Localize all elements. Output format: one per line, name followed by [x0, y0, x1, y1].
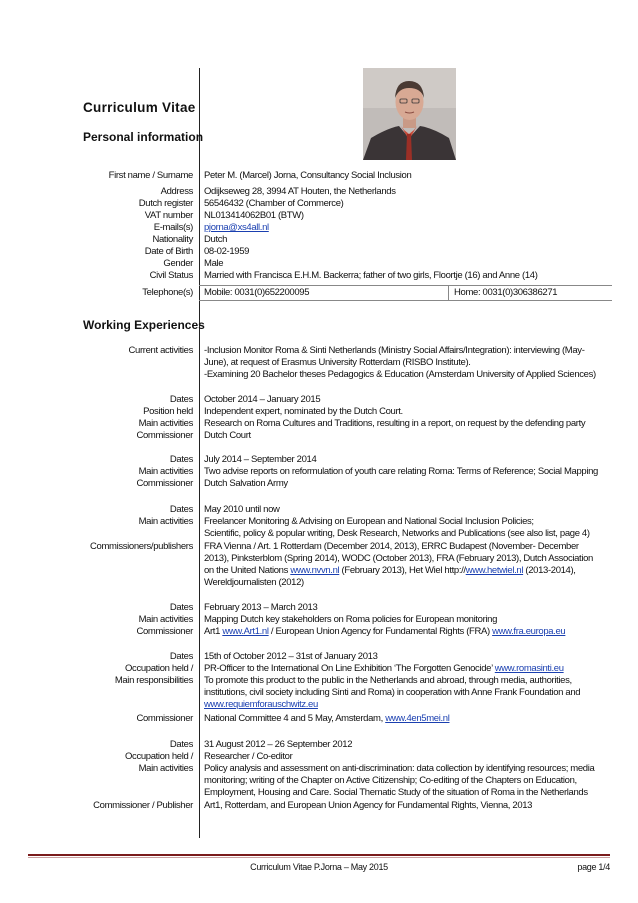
commissioners-value: Wereldjournalisten (2012)	[204, 577, 304, 588]
occupation-label: Occupation held /	[125, 663, 193, 674]
commissioners-text: (2013-2014),	[523, 565, 576, 576]
main-activities-value: Scientific, policy & popular writing, Desk Research, Networks and Publications (see also list, page 4)	[204, 528, 590, 539]
main-activities-label: Main activities	[138, 418, 193, 429]
civil-status-label: Civil Status	[149, 270, 193, 281]
email-label: E-mails(s)	[153, 222, 193, 233]
nationality-label: Nationality	[152, 234, 193, 245]
gender-label: Gender	[163, 258, 193, 269]
page-number: page 1/4	[577, 862, 610, 872]
dates-value: 31 August 2012 – 26 September 2012	[204, 739, 353, 750]
dates-label: Dates	[169, 394, 193, 405]
name-label: First name / Surname	[108, 170, 193, 181]
commissioner-label: Commissioner	[136, 626, 193, 637]
dob-label: Date of Birth	[144, 246, 193, 257]
commissioner-label: Commissioner	[136, 478, 193, 489]
commissioner-value: Dutch Salvation Army	[204, 478, 288, 489]
position-value: Independent expert, nominated by the Dutch Court.	[204, 406, 403, 417]
main-activities-label: Main activities	[138, 466, 193, 477]
portrait-image	[363, 68, 456, 160]
address-label: Address	[160, 186, 193, 197]
current-activities-line: -Inclusion Monitor Roma & Sinti Netherlands (Ministry Social Affairs/Integration): interviewing (May-	[204, 345, 585, 356]
footer-rule	[28, 854, 610, 856]
commissioners-text: on the United Nations	[204, 565, 291, 576]
nationality-value: Dutch	[204, 234, 228, 245]
responsibilities-value: institutions, civil society including Sinti and Roma) in cooperation with Anne Frank Foundation and	[204, 687, 581, 698]
requiem-link[interactable]: www.requiemforauschwitz.eu	[204, 699, 318, 710]
cv-title: Curriculum Vitae	[83, 100, 196, 115]
commissioners-text: (February 2013), Het Wiel http://	[339, 565, 466, 576]
main-activities-value: Policy analysis and assessment on anti-discrimination: data collection by identifying resources; media	[204, 763, 595, 774]
commissioner-label: Commissioner	[136, 713, 193, 724]
romasinti-link[interactable]: www.romasinti.eu	[494, 663, 564, 674]
personal-info-heading: Personal information	[83, 130, 204, 144]
current-activities-label: Current activities	[128, 345, 193, 356]
art1-link[interactable]: www.Art1.nl	[222, 626, 269, 637]
occupation-value-line	[204, 663, 612, 675]
commissioners-value-line	[204, 565, 612, 577]
fra-link[interactable]: www.fra.europa.eu	[492, 626, 566, 637]
footer-title: Curriculum Vitae P.Jorna – May 2015	[250, 862, 388, 872]
profile-photo	[363, 68, 456, 160]
main-activities-value: Freelancer Monitoring & Advising on European and National Social Inclusion Policies;	[204, 516, 534, 527]
mobile-value: Mobile: 0031(0)652200095	[204, 287, 310, 298]
home-phone-value: Home: 0031(0)306386271	[454, 287, 558, 298]
telephone-label: Telephone(s)	[142, 287, 193, 298]
commissioners-value: FRA Vienna / Art. 1 Rotterdam (December 2014, 2013), ERRC Budapest (November- December	[204, 541, 579, 552]
dates-value: May 2010 until now	[204, 504, 280, 515]
commissioners-value: 2013), Pinksterblom (Spring 2014), WODC (October 2013), FRA (February 2013), Dutch Association	[204, 553, 593, 564]
dates-value: October 2014 – January 2015	[204, 394, 321, 405]
occupation-label: Occupation held /	[125, 751, 193, 762]
hetwiel-link[interactable]: www.hetwiel.nl	[465, 565, 524, 576]
main-activities-label: Main activities	[138, 516, 193, 527]
commissioner-value-line	[204, 713, 612, 725]
commissioner-text: / European Union Agency for Fundamental Rights (FRA)	[268, 626, 493, 637]
address-value: Odijkseweg 28, 3994 AT Houten, the Netherlands	[204, 186, 396, 197]
gender-value: Male	[204, 258, 224, 269]
section-divider-line	[199, 68, 200, 838]
current-activities-line: -Examining 20 Bachelor theses Pedagogics & Education (Amsterdam University of Applied Sciences)	[204, 369, 596, 380]
dates-value: 15th of October 2012 – 31st of January 2013	[204, 651, 378, 662]
main-activities-value: Two advise reports on reformulation of youth care relating Roma: Terms of Reference; Social Mapping	[204, 466, 598, 477]
commissioner-value-line	[204, 626, 612, 638]
working-experiences-heading: Working Experiences	[83, 318, 205, 332]
commissioner-text: Art1	[204, 626, 223, 637]
name-value: Peter M. (Marcel) Jorna, Consultancy Social Inclusion	[204, 170, 412, 181]
commissioner-value: Dutch Court	[204, 430, 251, 441]
commissioner-publisher-label: Commissioner / Publisher	[93, 800, 193, 811]
dates-label: Dates	[169, 739, 193, 750]
position-label: Position held	[143, 406, 193, 417]
dates-value: February 2013 – March 2013	[204, 602, 318, 613]
dates-label: Dates	[169, 651, 193, 662]
dates-label: Dates	[169, 504, 193, 515]
dutch-register-value: 56546432 (Chamber of Commerce)	[204, 198, 344, 209]
dob-value: 08-02-1959	[204, 246, 250, 257]
current-activities-line: June), at request of Erasmus University Rotterdam (RISBO Institute).	[204, 357, 471, 368]
commissioners-publishers-label: Commissioners/publishers	[90, 541, 193, 552]
footer-rule-secondary	[28, 857, 610, 858]
4en5mei-link[interactable]: www.4en5mei.nl	[385, 713, 450, 724]
dates-label: Dates	[169, 602, 193, 613]
occupation-value: Researcher / Co-editor	[204, 751, 293, 762]
commissioner-label: Commissioner	[136, 430, 193, 441]
main-activities-label: Main activities	[138, 763, 193, 774]
vat-label: VAT number	[144, 210, 193, 221]
main-activities-value: Research on Roma Cultures and Traditions, resulting in a report, on request by the defending party	[204, 418, 586, 429]
main-activities-label: Main activities	[138, 614, 193, 625]
vat-value: NL013414062B01 (BTW)	[204, 210, 304, 221]
commissioner-publisher-value: Art1, Rotterdam, and European Union Agency for Fundamental Rights, Vienna, 2013	[204, 800, 533, 811]
dutch-register-label: Dutch register	[138, 198, 193, 209]
main-activities-value: monitoring; writing of the Chapter on Active Citizenship; Co-editing of the Chapters on Education,	[204, 775, 577, 786]
dates-value: July 2014 – September 2014	[204, 454, 317, 465]
responsibilities-value: To promote this product to the public in the Netherlands and abroad, through media, authorities,	[204, 675, 572, 686]
nvvn-link[interactable]: www.nvvn.nl	[290, 565, 340, 576]
main-activities-value: Mapping Dutch key stakeholders on Roma policies for European monitoring	[204, 614, 498, 625]
email-link[interactable]: pjorna@xs4all.nl	[204, 222, 269, 233]
responsibilities-label: Main responsibilities	[114, 675, 193, 686]
commissioner-text: National Committee 4 and 5 May, Amsterdam,	[204, 713, 386, 724]
civil-status-value: Married with Francisca E.H.M. Backerra; father of two girls, Floortje (16) and Anne (14)	[204, 270, 538, 281]
main-activities-value: Employment, Housing and Care. Social Thematic Study of the situation of Roma in the Netherlands	[204, 787, 588, 798]
dates-label: Dates	[169, 454, 193, 465]
occupation-text: PR-Officer to the International On Line Exhibition ‘The Forgotten Genocide’	[204, 663, 495, 674]
